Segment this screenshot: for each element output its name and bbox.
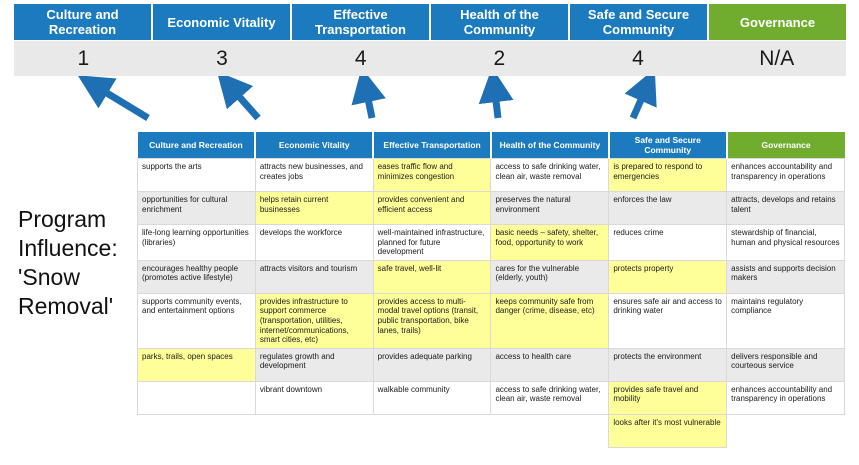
- matrix-cell: well-maintained infrastructure, planned for future development: [373, 225, 491, 261]
- score-effective-transportation: 4: [354, 46, 367, 70]
- matrix-cell: helps retain current businesses: [255, 192, 373, 225]
- table-row: [138, 225, 845, 261]
- matrix-cell: reduces crime: [609, 225, 727, 261]
- category-header-economic-vitality: [153, 4, 292, 40]
- category-header-label: Safe and Secure Community: [587, 7, 690, 37]
- table-row: [138, 293, 845, 348]
- matrix-cell: [727, 414, 845, 447]
- matrix-cell: attracts new businesses, and creates jobs: [255, 159, 373, 192]
- matrix-cell: [255, 414, 373, 447]
- matrix-col-economic-vitality: Economic Vitality: [255, 132, 373, 159]
- matrix-cell: access to safe drinking water, clean air, waste removal: [491, 159, 609, 192]
- influence-matrix: [137, 132, 845, 448]
- arrow-effective-transportation: [365, 84, 372, 118]
- category-header-label: Effective Transportation: [314, 7, 406, 37]
- score-economic-vitality: 3: [216, 46, 228, 70]
- matrix-cell: access to safe drinking water, clean air, waste removal: [491, 381, 609, 414]
- score-health-of-the-community: 2: [493, 46, 506, 70]
- matrix-cell: enhances accountability and transparency in operations: [727, 159, 845, 192]
- matrix-cell: delivers responsible and courteous service: [727, 348, 845, 381]
- category-header-health-of-the-community: [431, 4, 570, 40]
- matrix-cell: [138, 381, 256, 414]
- matrix-col-governance: Governance: [727, 132, 845, 159]
- matrix-cell: provides safe travel and mobility: [609, 381, 727, 414]
- matrix-header-row: [138, 132, 845, 159]
- matrix-cell: vibrant downtown: [255, 381, 373, 414]
- score-safe-and-secure-community: 4: [632, 46, 644, 70]
- table-row: [138, 414, 845, 447]
- arrow-culture-and-recreation: [92, 84, 148, 118]
- matrix-cell: access to health care: [491, 348, 609, 381]
- matrix-cell: protects the environment: [609, 348, 727, 381]
- score-governance: N/A: [759, 46, 795, 70]
- matrix-col-health-of-the-community: Health of the Community: [491, 132, 609, 159]
- matrix-cell: enforces the law: [609, 192, 727, 225]
- matrix-cell: provides convenient and efficient access: [373, 192, 491, 225]
- matrix-cell: provides infrastructure to support commerce (transportation, utilities, internet/communications, smart cities, etc): [255, 293, 373, 348]
- matrix-cell: protects property: [609, 260, 727, 293]
- category-header-label: Economic Vitality: [167, 14, 276, 30]
- matrix-cell: opportunities for cultural enrichment: [138, 192, 256, 225]
- matrix-cell: keeps community safe from danger (crime, disease, etc): [491, 293, 609, 348]
- matrix-cell: develops the workforce: [255, 225, 373, 261]
- matrix-cell: preserves the natural environment: [491, 192, 609, 225]
- matrix-cell: walkable community: [373, 381, 491, 414]
- matrix-cell: is prepared to respond to emergencies: [609, 159, 727, 192]
- matrix-cell: ensures safe air and access to drinking water: [609, 293, 727, 348]
- category-header-band: [14, 4, 846, 40]
- matrix-cell: attracts, develops and retains talent: [727, 192, 845, 225]
- matrix-col-safe-and-secure-community: Safe and Secure Community: [609, 132, 727, 159]
- category-header-label: Health of the Community: [460, 7, 539, 37]
- arrow-economic-vitality: [228, 84, 258, 118]
- matrix-cell: basic needs – safety, shelter, food, opportunity to work: [491, 225, 609, 261]
- program-influence-label: Program Influence: 'Snow Removal': [18, 206, 118, 319]
- matrix-cell: regulates growth and development: [255, 348, 373, 381]
- matrix-cell: looks after it's most vulnerable: [609, 414, 727, 447]
- matrix-cell: [491, 414, 609, 447]
- matrix-cell: maintains regulatory compliance: [727, 293, 845, 348]
- table-row: [138, 381, 845, 414]
- matrix-cell: stewardship of financial, human and physical resources: [727, 225, 845, 261]
- matrix-cell: safe travel, well-lit: [373, 260, 491, 293]
- category-header-culture-and-recreation: [14, 4, 153, 40]
- matrix-cell: supports the arts: [138, 159, 256, 192]
- matrix-cell: provides access to multi-modal travel options (transit, public transportation, bike lanes, trails): [373, 293, 491, 348]
- matrix-cell: encourages healthy people (promotes active lifestyle): [138, 260, 256, 293]
- category-header-effective-transportation: [292, 4, 431, 40]
- arrow-group: [0, 76, 859, 134]
- matrix-cell: supports community events, and entertainment options: [138, 293, 256, 348]
- matrix-cell: assists and supports decision makers: [727, 260, 845, 293]
- matrix-cell: life-long learning opportunities (libraries): [138, 225, 256, 261]
- category-header-label: Culture and Recreation: [46, 7, 119, 37]
- matrix-cell: [138, 414, 256, 447]
- table-row: [138, 348, 845, 381]
- category-header-safe-and-secure-community: [570, 4, 709, 40]
- score-culture-and-recreation: 1: [77, 46, 90, 70]
- arrow-health-of-the-community: [494, 84, 498, 118]
- matrix-col-effective-transportation: Effective Transportation: [373, 132, 491, 159]
- score-band: [14, 41, 846, 76]
- category-header-label: Governance: [739, 14, 816, 30]
- matrix-cell: eases traffic flow and minimizes congestion: [373, 159, 491, 192]
- matrix-cell: enhances accountability and transparency in operations: [727, 381, 845, 414]
- matrix-col-culture-and-recreation: Culture and Recreation: [138, 132, 256, 159]
- category-header-governance: [709, 4, 846, 40]
- matrix-cell: parks, trails, open spaces: [138, 348, 256, 381]
- matrix-cell: [373, 414, 491, 447]
- arrow-safe-and-secure-community: [633, 84, 648, 118]
- matrix-cell: attracts visitors and tourism: [255, 260, 373, 293]
- table-row: [138, 192, 845, 225]
- matrix-cell: provides adequate parking: [373, 348, 491, 381]
- table-row: [138, 260, 845, 293]
- matrix-cell: cares for the vulnerable (elderly, youth): [491, 260, 609, 293]
- table-row: [138, 159, 845, 192]
